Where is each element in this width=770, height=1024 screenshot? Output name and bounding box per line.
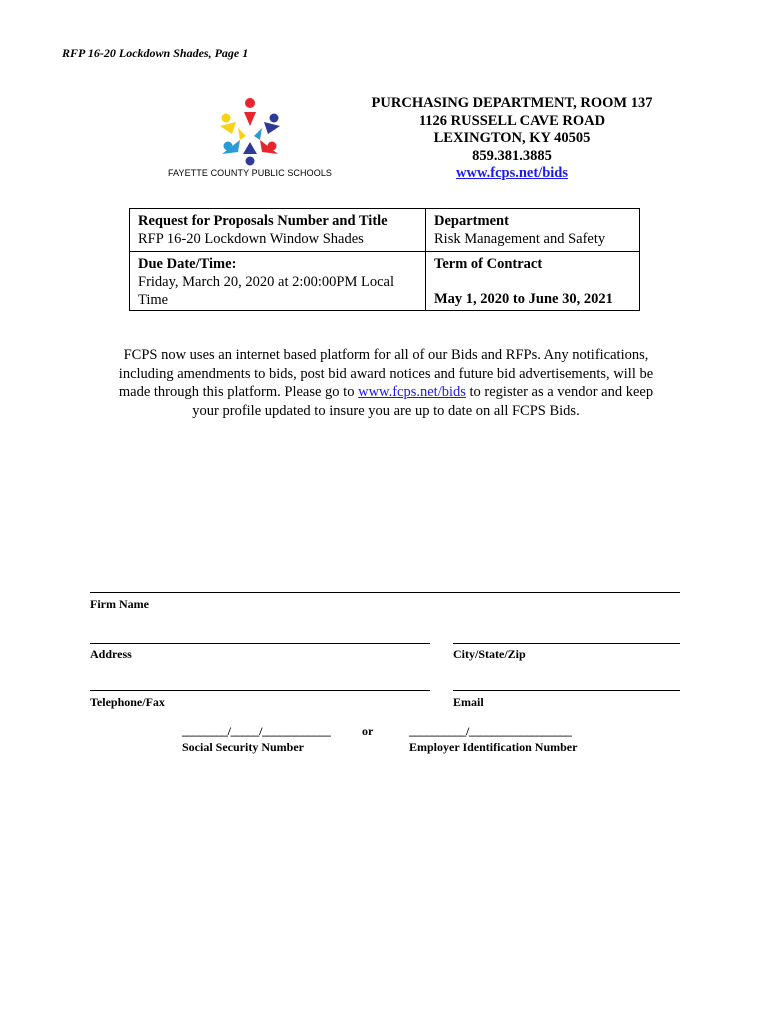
firm-name-line[interactable] [90, 592, 680, 593]
term-cell [426, 252, 639, 310]
firm-name-label: Firm Name [90, 597, 149, 611]
department-value: Risk Management and Safety [434, 231, 606, 247]
city-state-zip-line[interactable] [453, 643, 680, 644]
address-line-2: 1126 RUSSELL CAVE ROAD [418, 112, 606, 129]
rfp-title-label: Request for Proposals Number and Title [138, 213, 388, 229]
notice-line-3-pre: made through this platform. Please go to [118, 384, 359, 400]
notice-line-2: including amendments to bids, post bid award notices and future bid advertisements, will be [118, 365, 654, 382]
address-line-3: LEXINGTON, KY 40505 [433, 130, 591, 146]
department-cell [426, 209, 639, 252]
purchasing-address-block [362, 95, 662, 183]
logo-text: FAYETTE COUNTY PUBLIC SCHOOLS [167, 168, 333, 178]
email-label: Email [453, 695, 484, 709]
department-label: Department [434, 213, 509, 229]
notice-line-3-post: to register as a vendor and keep [465, 384, 654, 400]
city-state-zip-label: City/State/Zip [453, 647, 526, 661]
term-value: May 1, 2020 to June 30, 2021 [434, 291, 613, 307]
fcps-logo [166, 96, 334, 184]
due-date-cell [130, 252, 426, 310]
rfp-cell [130, 209, 426, 252]
platform-notice [98, 346, 674, 420]
or-label: or [362, 724, 374, 738]
notice-line-1: FCPS now uses an internet based platform for all of our Bids and RFPs. Any notifications, [123, 347, 649, 363]
ssn-field[interactable]: ________/_____/____________ [182, 724, 331, 738]
rfp-info-table [129, 208, 640, 311]
email-line[interactable] [453, 690, 680, 691]
address-line[interactable] [90, 643, 430, 644]
notice-line-4: your profile updated to insure you are up to date on all FCPS Bids. [192, 402, 580, 419]
website-link[interactable]: www.fcps.net/bids [456, 165, 568, 181]
rfp-value: RFP 16-20 Lockdown Window Shades [138, 231, 364, 247]
phone-number: 859.381.3885 [472, 147, 552, 164]
telephone-fax-line[interactable] [90, 690, 430, 691]
due-date-value-line-2: Time [138, 292, 169, 308]
ssn-label: Social Security Number [182, 740, 304, 754]
due-date-label: Due Date/Time: [138, 256, 237, 272]
ein-label: Employer Identification Number [409, 740, 578, 754]
logo-figures-icon [166, 96, 334, 166]
telephone-fax-label: Telephone/Fax [90, 695, 165, 709]
term-label: Term of Contract [434, 256, 543, 272]
notice-website-link[interactable]: www.fcps.net/bids [358, 384, 466, 400]
page-header-note: RFP 16-20 Lockdown Shades, Page 1 [62, 46, 249, 60]
address-line-1: PURCHASING DEPARTMENT, ROOM 137 [371, 95, 653, 111]
address-label: Address [90, 647, 132, 661]
ein-field[interactable]: __________/__________________ [409, 724, 572, 738]
notice-line-3 [98, 383, 674, 402]
due-date-value-line-1: Friday, March 20, 2020 at 2:00:00PM Local [138, 274, 394, 290]
